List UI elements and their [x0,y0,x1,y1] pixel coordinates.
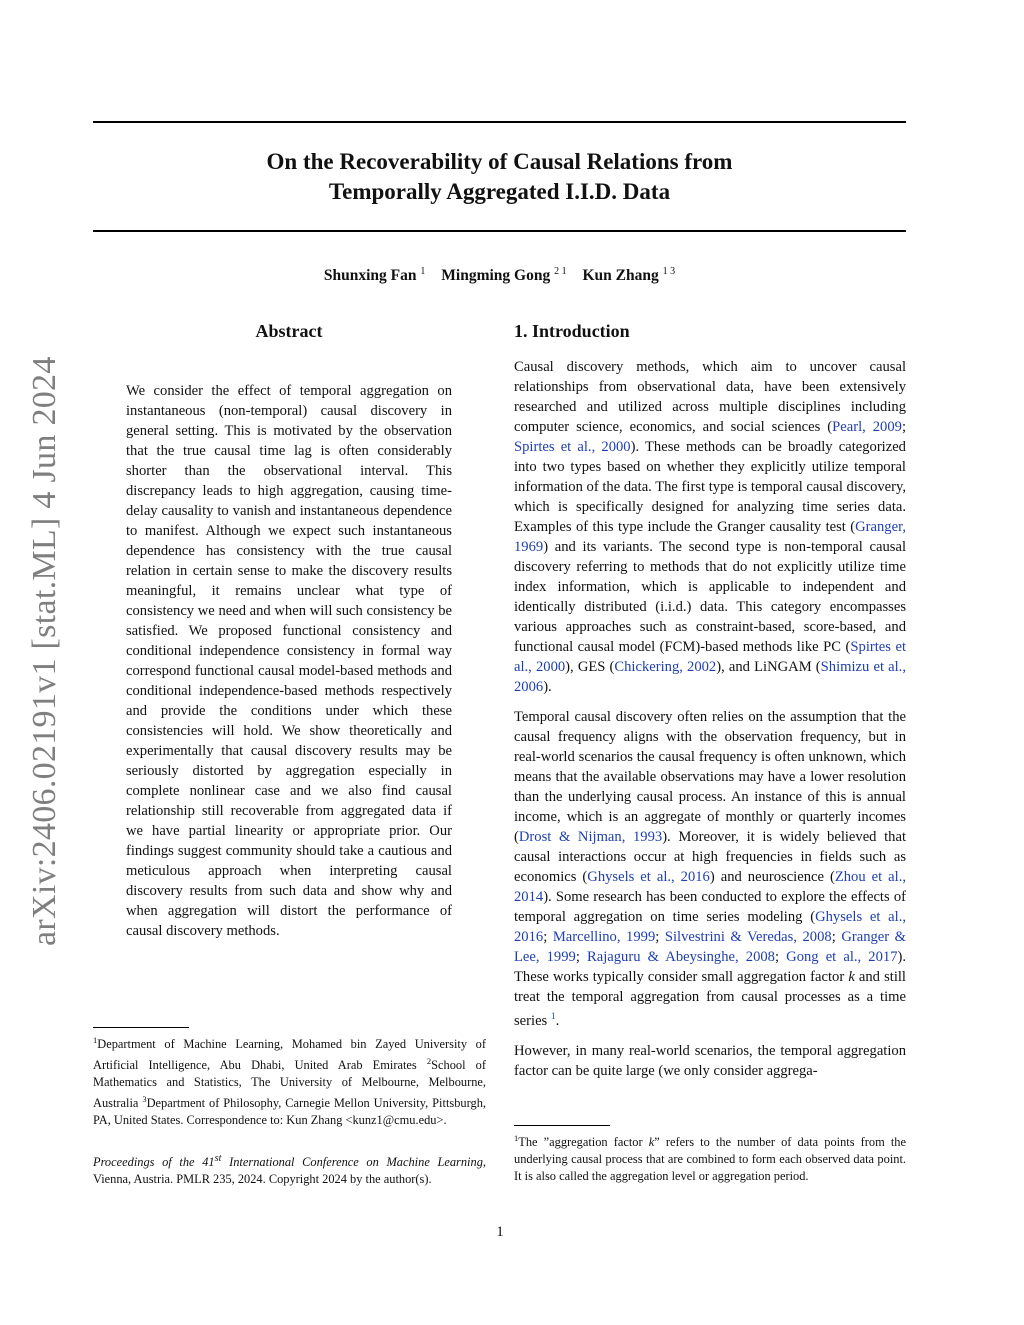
citation-link[interactable]: Ghysels et al., 2016 [514,909,907,945]
abstract-text: We consider the effect of temporal aggregation on instantaneous (non-temporal) causal discovery in general setting. This is motivated by the observation that the true causal time lag is often considerably shorter than the observational interval. This discrepancy leads to high aggregation, causing time-delay causality to vanish and instantaneous dependence to manifest. Although we expect such instantaneous dependence has consistency with the true causal relation in certain sense to make the discovery results meaningful, it remains unclear what type of consistency we need and when will such consistency be satisfied. We proposed functional consistency and conditional independence consistency in formal way correspond functional causal model-based methods and conditional independence-based methods respectively and provide the conditions under which these consistencies will hold. We show theoretically and experimentally that causal discovery results may be seriously distorted by aggregation especially in complete nonlinear case and we also find causal relationship still recoverable from aggregated data if we have partial linearity or appropriate prior. Our findings suggest community should take a cautious and meticulous approach when interpreting causal discovery results from such data and show why and when aggregation will distort the performance of causal discovery methods. [126,383,452,939]
author [582,267,675,284]
footnote-divider-right [514,1125,610,1126]
citation-link[interactable]: Ghysels et al., 2016 [587,869,710,885]
paper-title-line-2: Temporally Aggregated I.I.D. Data [328,179,671,204]
paper-title-line-1: On the Recoverability of Causal Relations from [266,149,733,174]
intro-paragraph-2: Temporal causal discovery often relies on the assumption that the causal frequency aligns with the observation frequency, but in real-world scenarios the causal frequency is often unknown, which means that the available observations may have a lower resolution than the underlying causal process. An instance of this is annual income, which is an aggregate of monthly or quarterly incomes (Drost & Nijman, 1993). Moreover, it is widely believed that causal interactions occur at high frequencies in fields such as economics (Ghysels et al., 2016) and neuroscience (Zhou et al., 2014). Some research has been conducted to explore the effects of temporal aggregation on time series modeling (Ghysels et al., 2016; Marcellino, 1999; Silvestrini & Veredas, 2008; Granger & Lee, 1999; Rajaguru & Abeysinghe, 2008; Gong et al., 2017). These works typically consider small aggregation factor k and still treat the temporal aggregation from causal processes as a time series $^1$. [514,709,907,1029]
introduction-body [514,357,906,1091]
proceedings-ordinal: 41st [202,1153,222,1170]
abstract-heading: Abstract [255,321,323,341]
affiliations-footnote [93,1032,486,1129]
paper-title [93,147,906,207]
author [441,267,566,284]
author-affiliation: 1 3 [662,266,676,277]
citation-link[interactable]: Zhou et al., 2014 [514,869,906,905]
citation-link[interactable]: Marcellino, 1999 [552,929,656,945]
citation-link[interactable]: Rajaguru & Abeysinghe, 2008 [587,949,775,965]
title-top-rule [93,121,906,123]
footnote-divider-left [93,1027,189,1028]
citation-link[interactable]: Spirtes et al., 2000 [514,439,631,455]
citation-link[interactable]: Granger & Lee, 1999 [514,929,907,965]
author [324,267,426,284]
citation-link[interactable]: Chickering, 2002 [614,659,717,675]
arxiv-identifier-stamp: arXiv:2406.02191v1 [stat.ML] 4 Jun 2024 [26,356,63,946]
proceedings-conference: International Conference on Machine Learning [221,1155,483,1170]
footnote-marker: 2 [426,1056,432,1067]
math-variable-k: k [648,1135,655,1150]
proceedings-notice [93,1150,486,1188]
citation-link[interactable]: Shimizu et al., 2006 [514,659,906,695]
title-bottom-rule [93,230,906,232]
proceedings-italic-pre: Proceedings of the [93,1155,203,1170]
citation-link[interactable]: Granger, 1969 [514,519,906,555]
proceedings-rest: , Vienna, Austria. PMLR 235, 2024. Copyright 2024 by the author(s). [93,1155,486,1187]
footnote-link[interactable]: 1 [550,1012,556,1022]
footnote-marker: 3 [142,1094,147,1105]
affiliation-text: Department of Philosophy, Carnegie Mellon University, Pittsburgh, PA, United States. Correspondence to: Kun Zhang <kunz1@cmu.edu>. [93,1096,486,1128]
citation-link[interactable]: Silvestrini & Veredas, 2008 [664,929,832,945]
math-variable-k: k [848,969,855,985]
intro-paragraph-1: Causal discovery methods, which aim to uncover causal relationships from observational data, have been extensively researched and utilized across multiple disciplines including computer science, economics, and social sciences (Pearl, 2009; Spirtes et al., 2000). These methods can be broadly categorized into two types based on whether they explicitly utilize temporal information of the data. The first type is temporal causal discovery, which is specifically designed for analyzing time series data. Examples of this type include the Granger causality test (Granger, 1969) and its variants. The second type is non-temporal causal discovery referring to methods that do not explicitly utilize time index information, which is applicable to independent and identically distributed (i.i.d.) data. This category encompasses various approaches such as constraint-based, score-based, and functional causal model (FCM)-based methods like PC (Spirtes et al., 2000), GES (Chickering, 2002), and LiNGAM (Shimizu et al., 2006). [514,359,906,695]
author-affiliation: 1 [420,266,426,277]
author-name: Shunxing Fan [323,267,417,285]
citation-link[interactable]: Drost & Nijman, 1993 [518,829,663,845]
author-affiliation: 2 1 [554,266,567,277]
author-list [93,266,906,285]
citation-link[interactable]: Gong et al., 2017 [786,949,898,965]
citation-link[interactable]: Spirtes et al., 2000 [514,639,906,675]
author-name: Mingming Gong [441,267,551,285]
introduction-heading: 1. Introduction [514,321,630,341]
footnote-marker: 1 [514,1133,519,1143]
author-name: Kun Zhang [582,267,659,285]
intro-paragraph-3: However, in many real-world scenarios, the temporal aggregation factor can be quite large (we only consider aggrega- [514,1042,906,1079]
aggregation-footnote: $^1$The ”aggregation factor k” refers to the number of data points from the underlying causal process that are combined to form each observed data point. It is also called the aggregation level or aggregation period. [514,1133,906,1184]
affiliation-text: Department of Machine Learning, Mohamed bin Zayed University of Artificial Intelligence, Abu Dhabi, United Arab Emirates [93,1037,486,1073]
footnote-marker: 1 [93,1035,98,1045]
page-number: 1 [496,1224,504,1240]
affiliation-text: School of Mathematics and Statistics, The University of Melbourne, Melbourne, Australia [93,1058,486,1111]
citation-link[interactable]: Pearl, 2009 [832,419,902,435]
